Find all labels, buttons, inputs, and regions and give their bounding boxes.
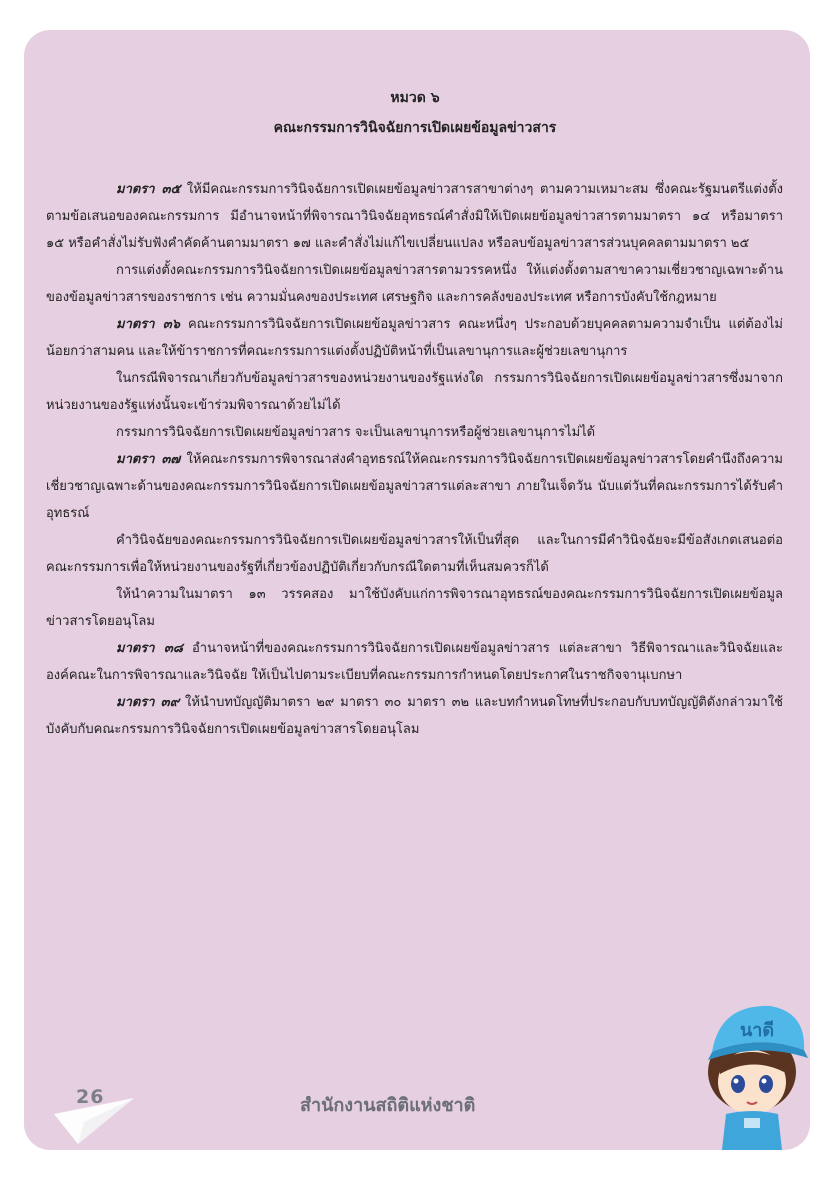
paragraph — [46, 311, 783, 365]
paragraph — [46, 365, 783, 419]
paragraph — [46, 176, 783, 257]
mascot-cap-text: นาดี — [740, 1020, 775, 1041]
paragraph — [46, 635, 783, 689]
section-label: มาตรา ๓๗ — [116, 452, 181, 467]
paragraph-text: คำวินิจฉัยของคณะกรรมการวินิจฉัยการเปิดเผยข้อมูลข่าวสารให้เป็นที่สุด และในการมีคำวินิจฉัยจะมีข้อสังเกตเสนอต่อคณะกรรมการเพื่อให้หน่วยงานของรัฐที่เกี่ยวข้องปฏิบัติเกี่ยวกับกรณีใดตามที่เห็นสมควรก็ได้ — [46, 533, 783, 575]
page-number: 26 — [76, 1086, 105, 1108]
paragraph — [46, 257, 783, 311]
section-label: มาตรา ๓๕ — [116, 182, 181, 197]
paragraph-text: ให้นำความในมาตรา ๑๓ วรรคสอง มาใช้บังคับแก่การพิจารณาอุทธรณ์ของคณะกรรมการวินิจฉัยการเปิดเผยข้อมูลข่าวสารโดยอนุโลม — [46, 587, 783, 629]
paragraph — [46, 446, 783, 527]
section-label: มาตรา ๓๙ — [116, 695, 180, 710]
paragraph-text: คณะกรรมการวินิจฉัยการเปิดเผยข้อมูลข่าวสาร คณะหนึ่งๆ ประกอบด้วยบุคคลตามความจำเป็น แต่ต้องไม่น้อยกว่าสามคน และให้ข้าราชการที่คณะกรรมการแต่งตั้งปฏิบัติหน้าที่เป็นเลขานุการและผู้ช่วยเลขานุการ — [46, 317, 783, 359]
paragraph — [46, 689, 783, 743]
paragraph-text: กรรมการวินิจฉัยการเปิดเผยข้อมูลข่าวสาร จะเป็นเลขานุการหรือผู้ช่วยเลขานุการไม่ได้ — [116, 425, 596, 440]
paragraph-text: ให้คณะกรรมการพิจารณาส่งคำอุทธรณ์ให้คณะกรรมการวินิจฉัยการเปิดเผยข้อมูลข่าวสารโดยคำนึงถึงความเชี่ยวชาญเฉพาะด้านของคณะกรรมการวินิจฉัยการเปิดเผยข้อมูลข่าวสารแต่ละสาขา ภายในเจ็ดวัน นับแต่วันที่คณะกรรมการได้รับคำอุทธรณ์ — [46, 452, 783, 521]
chapter-title: คณะกรรมการวินิจฉัยการเปิดเผยข้อมูลข่าวสาร — [273, 120, 557, 136]
section-label: มาตรา ๓๘ — [116, 641, 183, 656]
paragraph — [46, 419, 783, 446]
paragraph-text: ให้นำบทบัญญัติมาตรา ๒๙ มาตรา ๓๐ มาตรา ๓๒ และบทกำหนดโทษที่ประกอบกับบทบัญญัติดังกล่าวมาใช้บังคับกับคณะกรรมการวินิจฉัยการเปิดเผยข้อมูลข่าวสารโดยอนุโลม — [46, 695, 783, 737]
section-label: มาตรา ๓๖ — [116, 317, 181, 332]
paragraph — [46, 581, 783, 635]
paragraph — [46, 527, 783, 581]
paragraph-text: ให้มีคณะกรรมการวินิจฉัยการเปิดเผยข้อมูลข่าวสารสาขาต่างๆ ตามความเหมาะสม ซึ่งคณะรัฐมนตรีแต่งตั้งตามข้อเสนอของคณะกรรมการ มีอำนาจหน้าที่พิจารณาวินิจฉัยอุทธรณ์คำสั่งมิให้เปิดเผยข้อมูลข่าวสารตามมาตรา ๑๔ หรือมาตรา ๑๕ หรือคำสั่งไม่รับฟังคำคัดค้านตามมาตรา ๑๗ และคำสั่งไม่แก้ไขเปลี่ยนแปลง หรือลบข้อมูลข่าวสารส่วนบุคคลตามมาตรา ๒๕ — [46, 182, 783, 251]
document-body — [46, 176, 783, 743]
office-name: สำนักงานสถิติแห่งชาติ — [300, 1095, 476, 1116]
chapter-number: หมวด ๖ — [390, 90, 440, 106]
paragraph-text: การแต่งตั้งคณะกรรมการวินิจฉัยการเปิดเผยข้อมูลข่าวสารตามวรรคหนึ่ง ให้แต่งตั้งตามสาขาความเชี่ยวชาญเฉพาะด้านของข้อมูลข่าวสารของราชการ เช่น ความมั่นคงของประเทศ เศรษฐกิจ และการคลังของประเทศ หรือการบังคับใช้กฎหมาย — [46, 263, 783, 305]
paragraph-text: ในกรณีพิจารณาเกี่ยวกับข้อมูลข่าวสารของหน่วยงานของรัฐแห่งใด กรรมการวินิจฉัยการเปิดเผยข้อมูลข่าวสารซึ่งมาจากหน่วยงานของรัฐแห่งนั้นจะเข้าร่วมพิจารณาด้วยไม่ได้ — [46, 371, 783, 413]
paragraph-text: อำนาจหน้าที่ของคณะกรรมการวินิจฉัยการเปิดเผยข้อมูลข่าวสาร แต่ละสาขา วิธีพิจารณาและวินิจฉัยและองค์คณะในการพิจารณาและวินิจฉัย ให้เป็นไปตามระเบียบที่คณะกรรมการกำหนดโดยประกาศในราชกิจจานุเบกษา — [46, 641, 783, 683]
mascot-icon — [700, 990, 812, 1150]
